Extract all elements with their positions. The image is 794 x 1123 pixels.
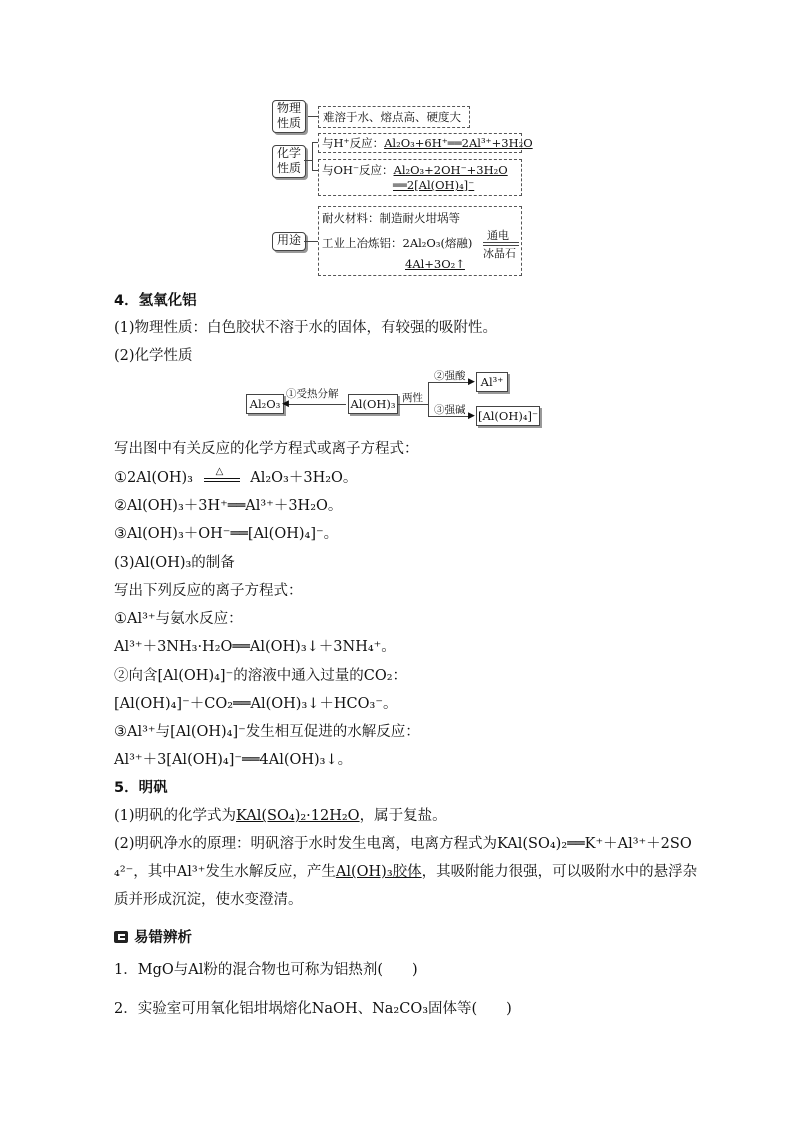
aloh3-box: Al(OH)₃	[348, 394, 398, 414]
uses-line-2: 工业上冶炼铝：2Al₂O₃(熔融)	[322, 236, 473, 250]
chemical-label: 化学 性质	[272, 145, 306, 178]
strong-base-label: ③强碱	[434, 404, 466, 416]
uses-line-1: 耐火材料：制造耐火坩埚等	[322, 211, 460, 225]
errors-heading	[114, 928, 192, 948]
section-5-title: 5．明矾	[114, 780, 168, 796]
error-section-icon	[114, 931, 128, 943]
uses-line-3: 4Al+3O₂↑	[405, 257, 465, 271]
condition-bottom: 冰晶石	[483, 247, 516, 260]
alum-formula: KAl(SO₄)₂·12H₂O	[236, 808, 360, 824]
reactions-intro: 写出图中有关反应的化学方程式或离子方程式：	[114, 441, 419, 457]
section-5-p2-line2: ₄²⁻，其中Al³⁺发生水解反应，产生Al(OH)₃胶体，其吸附能力很强，可以吸附水中的悬浮杂	[114, 864, 698, 880]
prep-a1: Al³⁺＋3NH₃·H₂O══Al(OH)₃↓＋3NH₄⁺。	[114, 639, 396, 655]
section-4-chemical: (2)化学性质	[114, 348, 193, 364]
section-4-title: 4．氢氧化铝	[114, 293, 197, 309]
section-5-p1: (1)明矾的化学式为KAl(SO₄)₂·12H₂O，属于复盐。	[114, 808, 447, 824]
colloid-term: Al(OH)₃胶体	[335, 864, 422, 880]
prep-intro: 写出下列反应的离子方程式：	[114, 583, 303, 599]
alumina-properties-diagram	[0, 0, 794, 280]
aloh4-box: [Al(OH)₄]⁻	[476, 406, 540, 426]
decomposition-label: ①受热分解	[286, 388, 339, 400]
reaction-1	[114, 468, 357, 488]
acid-prefix: 与H⁺反应：	[322, 136, 385, 150]
reaction-1-right: Al₂O₃＋3H₂O。	[250, 470, 358, 486]
reaction-3: ③Al(OH)₃＋OH⁻══[Al(OH)₄]⁻。	[114, 526, 339, 542]
section-4-physical: (1)物理性质：白色胶状不溶于水的固体，有较强的吸附性。	[114, 320, 498, 336]
base-prefix: 与OH⁻反应：	[322, 163, 394, 177]
base-reaction-box	[318, 159, 522, 196]
error-question-1: 1．MgO与Al粉的混合物也可称为铝热剂( )	[114, 962, 418, 978]
acid-reaction-box	[318, 133, 533, 153]
physical-label: 物理 性质	[272, 100, 306, 133]
reaction-1-left: ①2Al(OH)₃	[114, 470, 193, 486]
error-question-2: 2．实验室可用氧化铝坩埚熔化NaOH、Na₂CO₃固体等( )	[114, 1001, 512, 1017]
base-equation-2: ══2[Al(OH)₄]⁻	[393, 178, 475, 192]
prep-a3: Al³⁺＋3[Al(OH)₄]⁻══4Al(OH)₃↓。	[114, 752, 353, 768]
errors-title: 易错辨析	[134, 930, 192, 946]
heat-condition: △	[215, 466, 224, 477]
uses-box	[318, 206, 522, 276]
prep-q3: ③Al³⁺与[Al(OH)₄]⁻发生相互促进的水解反应：	[114, 724, 420, 740]
strong-acid-label: ②强酸	[434, 370, 466, 382]
uses-label: 用途	[272, 232, 306, 251]
physical-text: 难溶于水、熔点高、硬度大	[323, 110, 461, 124]
prep-a2: [Al(OH)₄]⁻＋CO₂══Al(OH)₃↓＋HCO₃⁻。	[114, 696, 398, 712]
condition-top: 通电	[487, 229, 509, 242]
acid-equation: Al₂O₃+6H⁺══2Al³⁺+3H₂O	[384, 136, 533, 150]
reaction-2: ②Al(OH)₃＋3H⁺══Al³⁺＋3H₂O。	[114, 498, 343, 514]
aluminum-hydroxide-diagram: Al₂O₃ ①受热分解 ◀ Al(OH)₃ 两性 ▶ ▶ ②强酸 ③强碱 Al³⁺ [Al(OH)₄]⁻	[0, 370, 794, 430]
al2o3-box: Al₂O₃	[246, 394, 284, 414]
amphoteric-label: 两性	[402, 392, 423, 404]
section-5-p2-line1: (2)明矾净水的原理：明矾溶于水时发生电离，电离方程式为KAl(SO₄)₂══K⁺＋Al³⁺＋2SO	[114, 836, 692, 852]
prep-title: (3)Al(OH)₃的制备	[114, 555, 235, 571]
section-5-p2-line3: 质并形成沉淀，使水变澄清。	[114, 892, 303, 908]
base-equation-1: Al₂O₃+2OH⁻+3H₂O	[393, 163, 508, 177]
prep-q1: ①Al³⁺与氨水反应：	[114, 611, 243, 627]
physical-box	[318, 106, 470, 128]
prep-q2: ②向含[Al(OH)₄]⁻的溶液中通入过量的CO₂：	[114, 668, 408, 684]
al3-box: Al³⁺	[476, 372, 508, 392]
